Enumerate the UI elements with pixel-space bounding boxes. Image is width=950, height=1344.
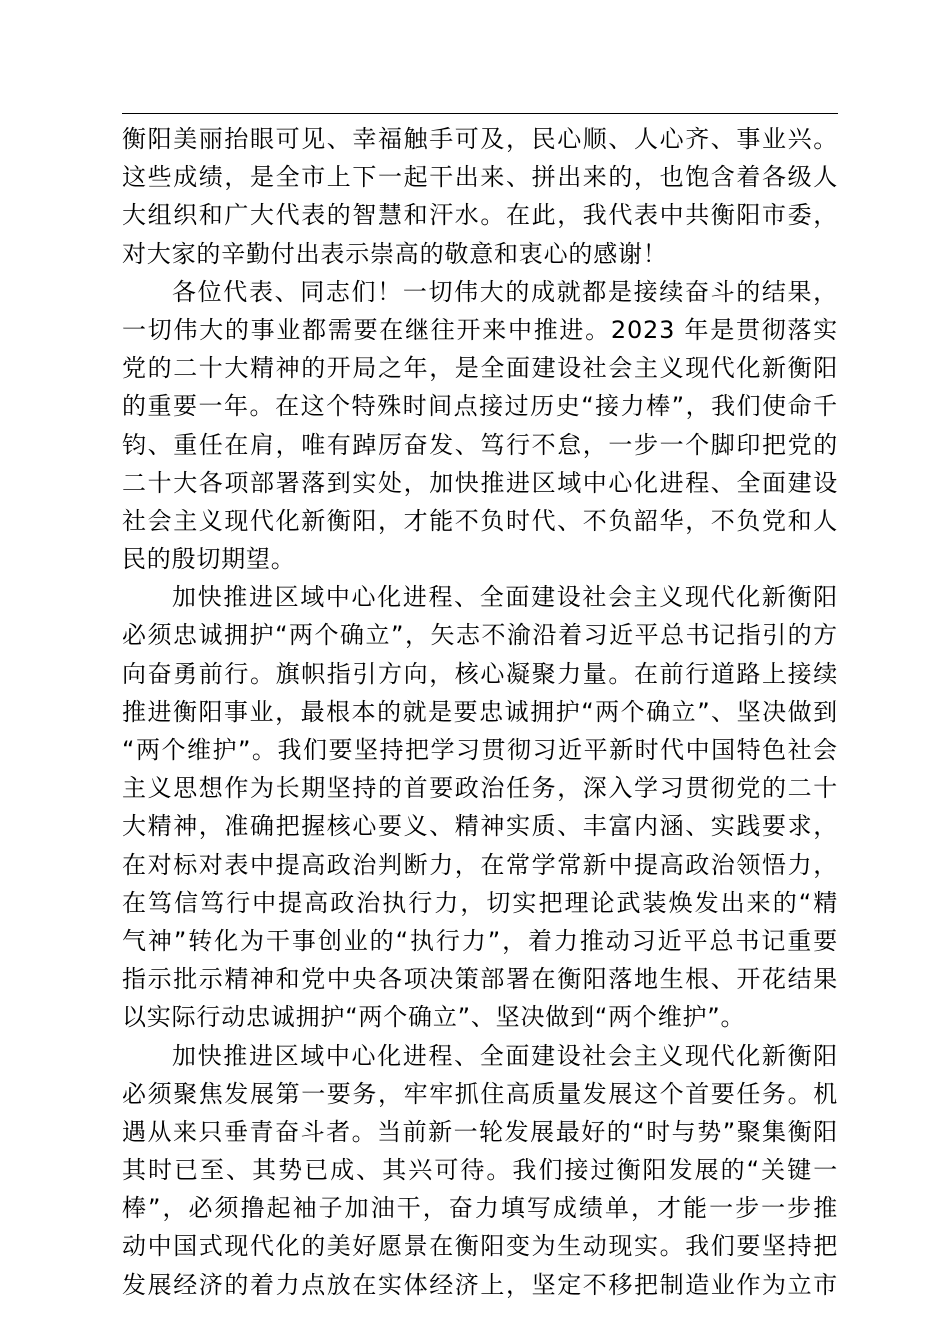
text-line: 其时已至、其势已成、其兴可待。我们接过衡阳发展的“关键一 [122, 1156, 838, 1185]
text-line: 加快推进区域中心化进程、全面建设社会主义现代化新衡阳 [172, 583, 838, 612]
text-line: 对大家的辛勤付出表示崇高的敬意和衷心的感谢！ [122, 239, 668, 268]
text-line: 在对标对表中提高政治判断力，在常学常新中提高政治领悟力， [122, 850, 838, 879]
header-rule [122, 113, 838, 114]
text-line: 钧、重任在肩，唯有踔厉奋发、笃行不怠，一步一个脚印把党的 [122, 430, 838, 459]
text-line: “两个维护”。我们要坚持把学习贯彻习近平新时代中国特色社会 [122, 736, 838, 764]
text-line: 在笃信笃行中提高政治执行力，切实把理论武装焕发出来的“精 [122, 888, 838, 917]
text-line: 大组织和广大代表的智慧和汗水。在此，我代表中共衡阳市委， [122, 201, 838, 230]
body-text [122, 120, 838, 1304]
text-line: 必须聚焦发展第一要务，牢牢抓住高质量发展这个首要任务。机 [122, 1079, 838, 1108]
text-line: 的重要一年。在这个特殊时间点接过历史“接力棒”，我们使命千 [122, 392, 838, 421]
text-line: 发展经济的着力点放在实体经济上，坚定不移把制造业作为立市 [122, 1270, 838, 1299]
text-line: 以实际行动忠诚拥护“两个确立”、坚决做到“两个维护”。 [122, 1003, 746, 1032]
text-line: 向奋勇前行。旗帜指引方向，核心凝聚力量。在前行道路上接续 [122, 659, 838, 688]
text-line: 气神”转化为干事创业的“执行力”，着力推动习近平总书记重要 [122, 926, 838, 955]
text-line: 遇从来只垂青奋斗者。当前新一轮发展最好的“时与势”聚集衡阳 [122, 1117, 838, 1146]
text-line: 民的殷切期望。 [122, 545, 296, 574]
text-line: 大精神，准确把握核心要义、精神实质、丰富内涵、实践要求， [122, 812, 838, 841]
text-line: 主义思想作为长期坚持的首要政治任务，深入学习贯彻党的二十 [122, 774, 838, 803]
text-line: 棒”，必须撸起袖子加油干，奋力填写成绩单，才能一步一步推 [122, 1194, 838, 1223]
text-line: 一切伟大的事业都需要在继往开来中推进。2023 年是贯彻落实 [122, 315, 838, 344]
text-line: 这些成绩，是全市上下一起干出来、拼出来的，也饱含着各级人 [122, 163, 838, 192]
text-line: 动中国式现代化的美好愿景在衡阳变为生动现实。我们要坚持把 [122, 1232, 838, 1261]
text-line: 衡阳美丽抬眼可见、幸福触手可及，民心顺、人心齐、事业兴。 [122, 125, 838, 153]
text-line: 加快推进区域中心化进程、全面建设社会主义现代化新衡阳 [172, 1041, 838, 1070]
text-line: 必须忠诚拥护“两个确立”，矢志不渝沿着习近平总书记指引的方 [122, 621, 838, 650]
text-line: 推进衡阳事业，最根本的就是要忠诚拥护“两个确立”、坚决做到 [122, 697, 838, 726]
text-line: 指示批示精神和党中央各项决策部署在衡阳落地生根、开花结果 [122, 965, 838, 994]
text-line: 社会主义现代化新衡阳，才能不负时代、不负韶华，不负党和人 [122, 506, 838, 535]
text-line: 二十大各项部署落到实处，加快推进区域中心化进程、全面建设 [122, 468, 838, 497]
text-line: 各位代表、同志们！一切伟大的成就都是接续奋斗的结果， [172, 277, 838, 306]
text-line: 党的二十大精神的开局之年，是全面建设社会主义现代化新衡阳 [122, 354, 838, 383]
